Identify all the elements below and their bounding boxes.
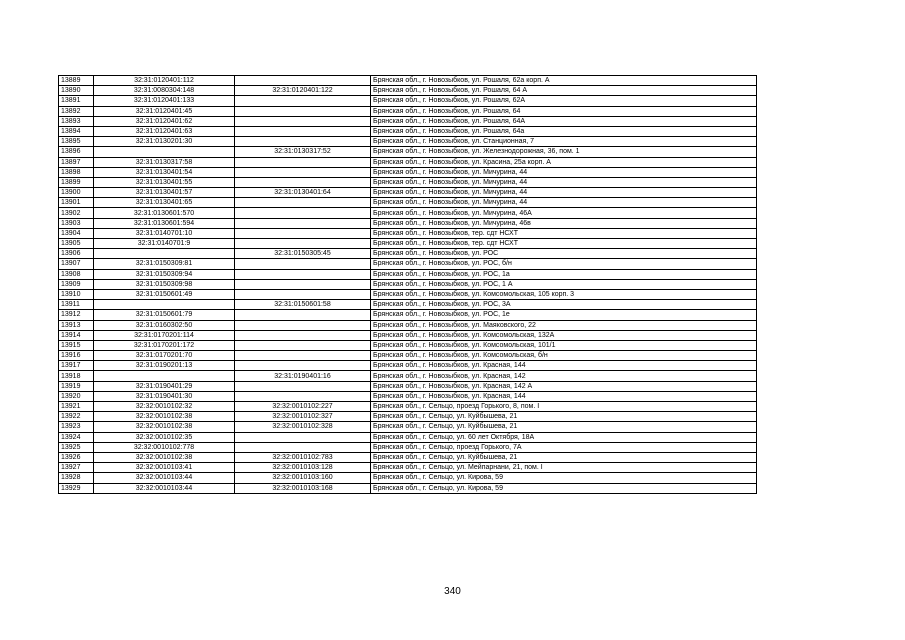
address-cell: Брянская обл., г. Сельцо, ул. Кирова, 59 [371,483,757,493]
table-row [59,96,757,106]
row-number-cell: 13895 [59,137,94,147]
cadastral-number-cell: 32:31:0130401:57 [94,188,235,198]
address-cell: Брянская обл., г. Сельцо, ул. Куйбышева, 21 [371,412,757,422]
cadastral-number-cell: 32:32:0010102:38 [94,452,235,462]
parent-cadastral-number-cell [235,218,371,228]
table-row [59,167,757,177]
address-cell: Брянская обл., г. Новозыбков, ул. Рошаля, 62А [371,96,757,106]
table-row [59,310,757,320]
row-number-cell: 13912 [59,310,94,320]
cadastral-number-cell: 32:31:0120401:112 [94,76,235,86]
parent-cadastral-number-cell: 32:31:0120401:122 [235,86,371,96]
address-cell: Брянская обл., г. Новозыбков, ул. Красная, 144 [371,361,757,371]
parent-cadastral-number-cell: 32:32:0010103:160 [235,473,371,483]
row-number-cell: 13911 [59,300,94,310]
cadastral-number-cell: 32:31:0120401:45 [94,106,235,116]
address-cell: Брянская обл., г. Новозыбков, ул. Мичурина, 44 [371,167,757,177]
row-number-cell: 13906 [59,249,94,259]
address-cell: Брянская обл., г. Сельцо, проезд Горького, 7А [371,442,757,452]
row-number-cell: 13898 [59,167,94,177]
parent-cadastral-number-cell [235,76,371,86]
table-row [59,239,757,249]
cadastral-number-cell: 32:32:0010102:32 [94,402,235,412]
row-number-cell: 13893 [59,116,94,126]
address-cell: Брянская обл., г. Новозыбков, ул. Мичурина, 46в [371,218,757,228]
table-row [59,147,757,157]
table-row [59,340,757,350]
cadastral-number-cell: 32:31:0150309:81 [94,259,235,269]
cadastral-number-cell: 32:31:0150309:98 [94,279,235,289]
parent-cadastral-number-cell [235,432,371,442]
table-row [59,208,757,218]
cadastral-number-cell: 32:31:0130401:54 [94,167,235,177]
cadastral-number-cell: 32:32:0010103:41 [94,463,235,473]
row-number-cell: 13923 [59,422,94,432]
cadastral-number-cell: 32:32:0010102:778 [94,442,235,452]
cadastral-number-cell: 32:31:0130601:570 [94,208,235,218]
cadastral-number-cell: 32:31:0120401:63 [94,126,235,136]
address-cell: Брянская обл., г. Новозыбков, тер. сдт НСХТ [371,228,757,238]
table-row [59,351,757,361]
parent-cadastral-number-cell: 32:31:0150305:45 [235,249,371,259]
row-number-cell: 13899 [59,177,94,187]
parent-cadastral-number-cell: 32:31:0130401:64 [235,188,371,198]
parent-cadastral-number-cell [235,442,371,452]
table-row [59,259,757,269]
cadastral-number-cell: 32:31:0130601:594 [94,218,235,228]
parent-cadastral-number-cell: 32:31:0190401:16 [235,371,371,381]
row-number-cell: 13916 [59,351,94,361]
row-number-cell: 13927 [59,463,94,473]
row-number-cell: 13889 [59,76,94,86]
row-number-cell: 13890 [59,86,94,96]
address-cell: Брянская обл., г. Новозыбков, ул. Рошаля, 64 [371,106,757,116]
address-cell: Брянская обл., г. Новозыбков, ул. Маяковского, 22 [371,320,757,330]
address-cell: Брянская обл., г. Сельцо, ул. Кирова, 59 [371,473,757,483]
table-row [59,137,757,147]
address-cell: Брянская обл., г. Новозыбков, ул. Рошаля, 64 А [371,86,757,96]
cadastral-number-cell: 32:32:0010102:35 [94,432,235,442]
cadastral-number-cell: 32:31:0160302:50 [94,320,235,330]
cadastral-number-cell: 32:31:0130401:55 [94,177,235,187]
address-cell: Брянская обл., г. Новозыбков, ул. Красная, 144 [371,391,757,401]
cadastral-number-cell: 32:31:0170201:172 [94,340,235,350]
cadastral-number-cell: 32:31:0150601:49 [94,289,235,299]
cadastral-number-cell: 32:31:0170201:70 [94,351,235,361]
row-number-cell: 13910 [59,289,94,299]
row-number-cell: 13900 [59,188,94,198]
table-row [59,320,757,330]
parent-cadastral-number-cell [235,106,371,116]
parent-cadastral-number-cell [235,279,371,289]
parent-cadastral-number-cell: 32:32:0010103:168 [235,483,371,493]
cadastral-number-cell: 32:31:0120401:133 [94,96,235,106]
row-number-cell: 13929 [59,483,94,493]
table-row [59,381,757,391]
row-number-cell: 13918 [59,371,94,381]
row-number-cell: 13908 [59,269,94,279]
parent-cadastral-number-cell: 32:32:0010102:327 [235,412,371,422]
table-row [59,361,757,371]
table-row [59,300,757,310]
parent-cadastral-number-cell [235,198,371,208]
cadastral-number-cell: 32:31:0170201:114 [94,330,235,340]
address-cell: Брянская обл., г. Новозыбков, ул. Мичурина, 46А [371,208,757,218]
table-row [59,157,757,167]
parent-cadastral-number-cell [235,381,371,391]
table-row [59,76,757,86]
address-cell: Брянская обл., г. Новозыбков, ул. РОС, б/н [371,259,757,269]
address-cell: Брянская обл., г. Новозыбков, ул. РОС, 1а [371,269,757,279]
registry-table-body [59,76,757,494]
address-cell: Брянская обл., г. Сельцо, ул. 60 лет Октября, 18А [371,432,757,442]
table-row [59,422,757,432]
address-cell: Брянская обл., г. Новозыбков, ул. Железнодорожная, 36, пом. 1 [371,147,757,157]
registry-table [58,75,757,494]
address-cell: Брянская обл., г. Новозыбков, ул. Красная, 142 [371,371,757,381]
cadastral-number-cell: 32:32:0010102:38 [94,422,235,432]
row-number-cell: 13915 [59,340,94,350]
address-cell: Брянская обл., г. Новозыбков, ул. Мичурина, 44 [371,177,757,187]
address-cell: Брянская обл., г. Новозыбков, ул. Комсомольская, 105 корп. 3 [371,289,757,299]
cadastral-number-cell: 32:32:0010103:44 [94,473,235,483]
address-cell: Брянская обл., г. Новозыбков, ул. Рошаля, 64а [371,126,757,136]
parent-cadastral-number-cell [235,177,371,187]
page-number: 340 [444,586,461,597]
address-cell: Брянская обл., г. Новозыбков, ул. Красная, 142 А [371,381,757,391]
cadastral-number-cell [94,147,235,157]
cadastral-number-cell: 32:31:0190401:30 [94,391,235,401]
row-number-cell: 13894 [59,126,94,136]
parent-cadastral-number-cell [235,361,371,371]
parent-cadastral-number-cell [235,330,371,340]
table-row [59,371,757,381]
cadastral-number-cell: 32:31:0080304:148 [94,86,235,96]
row-number-cell: 13897 [59,157,94,167]
parent-cadastral-number-cell [235,208,371,218]
address-cell: Брянская обл., г. Новозыбков, ул. Мичурина, 44 [371,188,757,198]
row-number-cell: 13896 [59,147,94,157]
cadastral-number-cell: 32:31:0130401:65 [94,198,235,208]
table-row [59,188,757,198]
cadastral-number-cell: 32:31:0190201:13 [94,361,235,371]
address-cell: Брянская обл., г. Новозыбков, ул. Рошаля, 64А [371,116,757,126]
address-cell: Брянская обл., г. Новозыбков, ул. Комсомольская, 132А [371,330,757,340]
parent-cadastral-number-cell [235,391,371,401]
table-row [59,483,757,493]
row-number-cell: 13914 [59,330,94,340]
table-row [59,452,757,462]
address-cell: Брянская обл., г. Новозыбков, ул. РОС, 1 А [371,279,757,289]
row-number-cell: 13925 [59,442,94,452]
cadastral-number-cell: 32:31:0120401:62 [94,116,235,126]
parent-cadastral-number-cell [235,228,371,238]
parent-cadastral-number-cell [235,137,371,147]
table-row [59,126,757,136]
row-number-cell: 13913 [59,320,94,330]
row-number-cell: 13891 [59,96,94,106]
parent-cadastral-number-cell: 32:32:0010102:783 [235,452,371,462]
parent-cadastral-number-cell: 32:32:0010102:227 [235,402,371,412]
parent-cadastral-number-cell [235,116,371,126]
table-row [59,432,757,442]
table-row [59,198,757,208]
parent-cadastral-number-cell [235,289,371,299]
table-row [59,412,757,422]
cadastral-number-cell: 32:31:0190401:29 [94,381,235,391]
cadastral-number-cell: 32:31:0150309:94 [94,269,235,279]
table-row [59,289,757,299]
row-number-cell: 13901 [59,198,94,208]
address-cell: Брянская обл., г. Новозыбков, ул. РОС, 1е [371,310,757,320]
parent-cadastral-number-cell [235,269,371,279]
table-row [59,402,757,412]
row-number-cell: 13903 [59,218,94,228]
table-row [59,463,757,473]
row-number-cell: 13904 [59,228,94,238]
cadastral-number-cell [94,249,235,259]
parent-cadastral-number-cell [235,96,371,106]
cadastral-number-cell: 32:32:0010103:44 [94,483,235,493]
row-number-cell: 13917 [59,361,94,371]
parent-cadastral-number-cell [235,351,371,361]
row-number-cell: 13926 [59,452,94,462]
cadastral-number-cell: 32:31:0150601:79 [94,310,235,320]
cadastral-number-cell: 32:31:0130201:30 [94,137,235,147]
table-row [59,218,757,228]
row-number-cell: 13922 [59,412,94,422]
cadastral-number-cell: 32:31:0140701:9 [94,239,235,249]
address-cell: Брянская обл., г. Сельцо, ул. Мейпарнани, 21, пом. I [371,463,757,473]
row-number-cell: 13909 [59,279,94,289]
address-cell: Брянская обл., г. Сельцо, ул. Куйбышева, 21 [371,452,757,462]
address-cell: Брянская обл., г. Новозыбков, ул. Красина, 25а корп. А [371,157,757,167]
table-row [59,86,757,96]
address-cell: Брянская обл., г. Новозыбков, ул. РОС [371,249,757,259]
parent-cadastral-number-cell: 32:31:0130317:52 [235,147,371,157]
table-row [59,116,757,126]
address-cell: Брянская обл., г. Новозыбков, ул. Комсомольская, б/н [371,351,757,361]
row-number-cell: 13920 [59,391,94,401]
parent-cadastral-number-cell [235,167,371,177]
table-row [59,106,757,116]
row-number-cell: 13921 [59,402,94,412]
cadastral-number-cell [94,371,235,381]
row-number-cell: 13892 [59,106,94,116]
parent-cadastral-number-cell: 32:32:0010103:128 [235,463,371,473]
address-cell: Брянская обл., г. Новозыбков, тер. сдт НСХТ [371,239,757,249]
parent-cadastral-number-cell [235,320,371,330]
table-row [59,177,757,187]
table-row [59,330,757,340]
cadastral-number-cell: 32:32:0010102:38 [94,412,235,422]
row-number-cell: 13928 [59,473,94,483]
address-cell: Брянская обл., г. Новозыбков, ул. Рошаля, 62а корп. А [371,76,757,86]
row-number-cell: 13902 [59,208,94,218]
cadastral-number-cell: 32:31:0140701:10 [94,228,235,238]
parent-cadastral-number-cell: 32:32:0010102:328 [235,422,371,432]
table-row [59,269,757,279]
table-row [59,249,757,259]
parent-cadastral-number-cell [235,126,371,136]
parent-cadastral-number-cell [235,259,371,269]
cadastral-number-cell: 32:31:0130317:58 [94,157,235,167]
table-row [59,473,757,483]
address-cell: Брянская обл., г. Сельцо, проезд Горького, 8, пом. I [371,402,757,412]
address-cell: Брянская обл., г. Сельцо, ул. Куйбышева, 21 [371,422,757,432]
row-number-cell: 13905 [59,239,94,249]
parent-cadastral-number-cell [235,340,371,350]
cadastral-number-cell [94,300,235,310]
row-number-cell: 13907 [59,259,94,269]
table-row [59,279,757,289]
table-row [59,442,757,452]
address-cell: Брянская обл., г. Новозыбков, ул. Мичурина, 44 [371,198,757,208]
parent-cadastral-number-cell [235,310,371,320]
row-number-cell: 13924 [59,432,94,442]
parent-cadastral-number-cell [235,157,371,167]
table-row [59,391,757,401]
parent-cadastral-number-cell: 32:31:0150601:58 [235,300,371,310]
address-cell: Брянская обл., г. Новозыбков, ул. Комсомольская, 101/1 [371,340,757,350]
row-number-cell: 13919 [59,381,94,391]
address-cell: Брянская обл., г. Новозыбков, ул. Станционная, 7 [371,137,757,147]
address-cell: Брянская обл., г. Новозыбков, ул. РОС, 3А [371,300,757,310]
parent-cadastral-number-cell [235,239,371,249]
table-row [59,228,757,238]
